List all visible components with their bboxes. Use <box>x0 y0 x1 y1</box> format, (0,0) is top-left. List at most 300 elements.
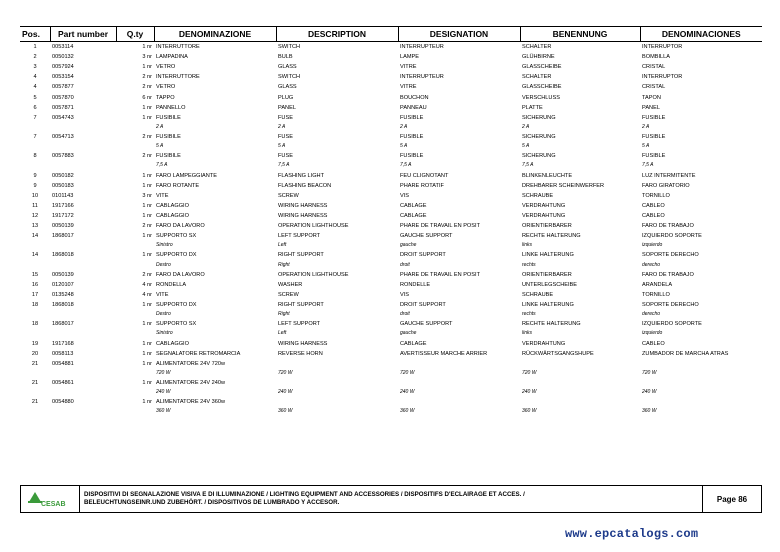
cell-de: RÜCKWÄRTSGANGSHUPE <box>522 350 594 357</box>
cell-pos <box>20 407 50 416</box>
cell-it: ALIMENTATORE 24V 720w <box>156 360 226 367</box>
cell-es: TORNILLO <box>642 291 670 298</box>
cell-it: SEGNALATORE RETROMARCIA <box>156 350 241 357</box>
cell-es: CABLEO <box>642 212 665 219</box>
cell-fr: CABLAGE <box>400 212 427 219</box>
cell-es: derecho <box>642 261 661 268</box>
cell-pos: 9 <box>33 182 37 189</box>
cell-qty: 2 nr <box>142 153 152 160</box>
cell-fr: 2 A <box>400 123 408 130</box>
cell-es: CABLEO <box>642 202 665 209</box>
cell-it: PANNELLO <box>156 104 186 111</box>
cell-part: 0057870 <box>52 94 74 101</box>
cell-fr: DROIT SUPPORT <box>400 301 446 308</box>
table-row <box>20 211 762 221</box>
cell-it: FARO DA LAVORO <box>156 223 205 230</box>
cell-it: VETRO <box>156 84 176 91</box>
cell-it: Sinistro <box>156 330 173 337</box>
section-description <box>80 486 702 512</box>
cell-qty <box>116 329 154 338</box>
cell-qty: 1 nr <box>142 252 152 259</box>
cell-it: CABLAGGIO <box>156 212 189 219</box>
cell-it: Destro <box>156 311 171 318</box>
cell-en: 720 W <box>278 369 293 376</box>
cell-de: 720 W <box>522 369 537 376</box>
cell-es: 7,5 A <box>642 162 654 169</box>
cell-part: 0101143 <box>52 192 74 199</box>
cell-fr: FEU CLIGNOTANT <box>400 172 449 179</box>
cell-qty <box>116 388 154 397</box>
table-subrow <box>20 241 762 250</box>
cell-fr: PHARE DE TRAVAIL EN POSIT <box>400 223 480 230</box>
table-subrow <box>20 142 762 151</box>
cell-it: SUPPORTO SX <box>156 233 197 240</box>
table-row <box>20 72 762 82</box>
cell-pos: 19 <box>31 340 39 347</box>
cell-pos: 14 <box>31 252 39 259</box>
cesab-logo <box>21 486 80 512</box>
cell-de: VERSCHLUSS <box>522 94 560 101</box>
cell-de: BLINKENLEUCHTE <box>522 172 573 179</box>
cell-pos: 12 <box>31 212 39 219</box>
cell-de: links <box>522 242 533 249</box>
cell-it: 2 A <box>156 123 164 130</box>
cell-pos: 17 <box>31 291 39 298</box>
cell-fr: droit <box>400 311 410 318</box>
cell-pos: 1 <box>33 44 37 51</box>
cell-it: FUSIBILE <box>156 133 181 140</box>
table-row <box>20 42 762 53</box>
cell-it: FUSIBILE <box>156 153 181 160</box>
cell-en: LEFT SUPPORT <box>278 321 321 328</box>
cell-de: UNTERLEGSCHEIBE <box>522 281 578 288</box>
cell-en: LEFT SUPPORT <box>278 233 321 240</box>
cell-es: izquierdo <box>642 242 663 249</box>
cell-de <box>520 378 640 388</box>
cell-pos <box>20 161 50 170</box>
cell-pos: 10 <box>31 192 39 199</box>
table-row <box>20 280 762 290</box>
cell-qty <box>116 123 154 132</box>
cell-fr: PANNEAU <box>400 104 427 111</box>
cell-de: SCHALTER <box>522 74 552 81</box>
cell-es: FARO DE TRABAJO <box>642 223 694 230</box>
cell-it: Sinistro <box>156 242 173 249</box>
cell-en: FUSE <box>278 153 293 160</box>
cell-qty: 1 nr <box>142 44 152 51</box>
cell-pos: 6 <box>33 104 37 111</box>
cell-pos: 16 <box>31 281 39 288</box>
cell-part: 1917168 <box>52 340 74 347</box>
cell-es: 2 A <box>642 123 650 130</box>
table-row <box>20 231 762 241</box>
cell-part <box>50 161 116 170</box>
table-row <box>20 52 762 62</box>
cell-pos <box>20 388 50 397</box>
cell-it: Destro <box>156 261 171 268</box>
cell-de: SICHERUNG <box>522 114 556 121</box>
cell-fr: droit <box>400 261 410 268</box>
cell-qty: 1 nr <box>142 301 152 308</box>
cell-es: CABLEO <box>642 340 665 347</box>
table-row <box>20 397 762 407</box>
cell-it: ALIMENTATORE 24V 360w <box>156 399 226 406</box>
cell-de: 7,5 A <box>522 162 534 169</box>
cell-en: OPERATION LIGHTHOUSE <box>278 223 349 230</box>
watermark: www.epcatalogs.com <box>565 527 699 541</box>
cell-part: 1868018 <box>52 252 74 259</box>
cell-fr: GAUCHE SUPPORT <box>400 233 453 240</box>
cell-pos <box>20 142 50 151</box>
cell-part <box>50 388 116 397</box>
cell-de: GLÜHBIRNE <box>522 54 555 61</box>
cell-part: 0054880 <box>52 399 74 406</box>
cell-qty <box>116 241 154 250</box>
cell-part: 0057877 <box>52 84 74 91</box>
cell-qty: 3 nr <box>142 54 152 61</box>
cell-de: links <box>522 330 533 337</box>
cell-de: 240 W <box>522 389 537 396</box>
header-denominaciones: DENOMINACIONES <box>640 27 762 42</box>
table-row <box>20 349 762 359</box>
cell-part <box>50 241 116 250</box>
cell-part <box>50 369 116 378</box>
header-description: DESCRIPTION <box>276 27 398 42</box>
table-row <box>20 290 762 300</box>
cell-qty: 1 nr <box>142 379 152 386</box>
cell-qty: 1 nr <box>142 340 152 347</box>
cell-part: 0054881 <box>52 360 74 367</box>
cell-es <box>640 359 762 369</box>
cell-pos: 8 <box>33 153 37 160</box>
cell-part: 0054713 <box>52 133 74 140</box>
cell-part: 0053114 <box>52 44 74 51</box>
cell-pos <box>20 241 50 250</box>
cell-en: BULB <box>278 54 293 61</box>
cell-pos <box>20 310 50 319</box>
cell-part: 0057924 <box>52 64 74 71</box>
cell-es: INTERRUPTOR <box>642 74 683 81</box>
cell-fr: 5 A <box>400 143 408 150</box>
cell-fr: PHARE ROTATIF <box>400 182 444 189</box>
cell-en: 360 W <box>278 408 293 415</box>
cell-en: 240 W <box>278 389 293 396</box>
cell-es: IZQUIERDO SOPORTE <box>642 233 702 240</box>
cell-es: FUSIBLE <box>642 114 666 121</box>
cell-de: PLATTE <box>522 104 543 111</box>
cell-it: CABLAGGIO <box>156 340 189 347</box>
cell-pos: 11 <box>32 202 38 209</box>
table-row <box>20 338 762 348</box>
table-subrow <box>20 123 762 132</box>
cell-part <box>50 142 116 151</box>
table-row <box>20 378 762 388</box>
cell-en <box>276 397 398 407</box>
cell-en: OPERATION LIGHTHOUSE <box>278 271 349 278</box>
cell-fr: VITRE <box>400 64 417 71</box>
cell-fr: BOUCHON <box>400 94 429 101</box>
cell-pos <box>20 260 50 269</box>
header-denominazione: DENOMINAZIONE <box>154 27 276 42</box>
cell-part <box>50 260 116 269</box>
cell-fr: 7,5 A <box>400 162 412 169</box>
table-row <box>20 62 762 72</box>
cell-es: 5 A <box>642 143 650 150</box>
cell-en <box>276 378 398 388</box>
cell-qty <box>116 369 154 378</box>
cell-fr: AVERTISSEUR MARCHE ARRIER <box>400 350 488 357</box>
cell-es: derecho <box>642 311 661 318</box>
cell-it: 360 W <box>156 408 171 415</box>
cell-en: PANEL <box>278 104 296 111</box>
cell-it: 7,5 A <box>156 162 168 169</box>
cell-part: 0050183 <box>52 182 74 189</box>
cell-es: FUSIBLE <box>642 133 666 140</box>
table-row <box>20 181 762 191</box>
table-row <box>20 113 762 123</box>
cell-es: izquierdo <box>642 330 663 337</box>
cell-de: SCHRAUBE <box>522 192 554 199</box>
table-subrow <box>20 388 762 397</box>
cell-qty: 2 nr <box>142 84 152 91</box>
cell-de: rechts <box>522 261 536 268</box>
cell-de <box>520 397 640 407</box>
cell-qty: 2 nr <box>142 271 152 278</box>
cell-fr: 240 W <box>400 389 415 396</box>
cell-part: 0050139 <box>52 223 74 230</box>
cell-part <box>50 310 116 319</box>
cell-part: 1917172 <box>52 212 74 219</box>
cell-it: INTERRUTTORE <box>156 74 200 81</box>
cell-qty: 2 nr <box>142 74 152 81</box>
cell-fr: 360 W <box>400 408 415 415</box>
cell-part: 1868018 <box>52 301 74 308</box>
cell-en: FUSE <box>278 114 293 121</box>
cell-it: TAPPO <box>156 94 175 101</box>
cell-pos: 9 <box>33 172 37 179</box>
cell-it: FARO DA LAVORO <box>156 271 205 278</box>
cell-en: 2 A <box>278 123 286 130</box>
cell-pos: 3 <box>33 64 37 71</box>
table-subrow <box>20 260 762 269</box>
cell-pos: 7 <box>33 114 37 121</box>
cell-de: LINKE HALTERUNG <box>522 301 574 308</box>
cell-qty: 4 nr <box>142 281 152 288</box>
cell-es: ZUMBADOR DE MARCHA ATRAS <box>642 350 729 357</box>
cell-en: 7,5 A <box>278 162 290 169</box>
cell-en: SWITCH <box>278 74 301 81</box>
cell-en: Right <box>278 261 290 268</box>
cell-it: 720 W <box>156 369 171 376</box>
cesab-logo-text: CESAB <box>41 501 66 508</box>
cell-part: 1868017 <box>52 321 74 328</box>
cell-pos: 4 <box>33 84 37 91</box>
cell-part: 0054861 <box>52 379 74 386</box>
cell-qty: 1 nr <box>142 172 152 179</box>
cell-qty: 2 nr <box>142 223 152 230</box>
table-subrow <box>20 369 762 378</box>
cell-de: VERDRAHTUNG <box>522 212 566 219</box>
cell-it: INTERRUTTORE <box>156 44 200 51</box>
cell-fr: PHARE DE TRAVAIL EN POSIT <box>400 271 480 278</box>
cell-qty: 2 nr <box>142 133 152 140</box>
cell-fr: 720 W <box>400 369 415 376</box>
cell-qty: 1 nr <box>142 104 152 111</box>
section-description-line1: DISPOSITIVI DI SEGNALAZIONE VISIVA E DI ILLUMINAZIONE / LIGHTING EQUIPMENT AND ACCESSORIES / DISPOSITIFS D'ECLAIRAGE ET ACCES. / <box>84 491 525 498</box>
cell-it: ALIMENTATORE 24V 240w <box>156 379 226 386</box>
cell-de: RECHTE HALTERUNG <box>522 321 581 328</box>
cell-es: FARO GIRATORIO <box>642 182 690 189</box>
cell-de: ORIENTIERBARER <box>522 223 572 230</box>
cell-fr: CABLAGE <box>400 202 427 209</box>
table-row <box>20 151 762 161</box>
cell-fr: VITRE <box>400 84 417 91</box>
table-subrow <box>20 407 762 416</box>
cell-de: rechts <box>522 311 536 318</box>
cell-es: SOPORTE DERECHO <box>642 252 699 259</box>
table-row <box>20 201 762 211</box>
cell-en: SCREW <box>278 291 299 298</box>
table-row <box>20 103 762 113</box>
cell-it: SUPPORTO DX <box>156 252 197 259</box>
table-header-row <box>20 27 762 42</box>
cell-qty: 3 nr <box>142 192 152 199</box>
cell-en: Right <box>278 311 290 318</box>
footer-box <box>20 485 762 513</box>
cell-es: CRISTAL <box>642 84 666 91</box>
cell-qty <box>116 142 154 151</box>
cell-en: GLASS <box>278 64 297 71</box>
cell-en: WASHER <box>278 281 303 288</box>
cell-part: 0050132 <box>52 54 74 61</box>
cell-part: 0057883 <box>52 153 74 160</box>
table-row <box>20 191 762 201</box>
cell-es: TAPON <box>642 94 661 101</box>
cell-fr: VIS <box>400 291 410 298</box>
section-description-line2: BELEUCHTUNGSEINR.UND ZUBEHÖRT. / DISPOSITIVOS DE LUMBRADO Y ACCESOR. <box>84 499 340 506</box>
cell-it: VITE <box>156 192 169 199</box>
cell-de: SCHRAUBE <box>522 291 554 298</box>
cell-de: VERDRAHTUNG <box>522 340 566 347</box>
cell-it: RONDELLA <box>156 281 187 288</box>
cell-pos: 5 <box>33 94 37 101</box>
cell-fr: gauche <box>400 242 417 249</box>
cell-es: LUZ INTERMITENTE <box>642 172 696 179</box>
cell-es: ARANDELA <box>642 281 673 288</box>
cell-pos <box>20 329 50 338</box>
table-row <box>20 359 762 369</box>
cell-fr: gauche <box>400 330 417 337</box>
cell-qty: 1 nr <box>142 399 152 406</box>
cell-en: GLASS <box>278 84 297 91</box>
cell-qty: 1 nr <box>142 350 152 357</box>
cell-es: FUSIBLE <box>642 153 666 160</box>
cell-fr: CABLAGE <box>400 340 427 347</box>
cell-part <box>50 329 116 338</box>
cell-it: 5 A <box>156 143 164 150</box>
cell-de: SICHERUNG <box>522 153 556 160</box>
cell-es: FARO DE TRABAJO <box>642 271 694 278</box>
cell-en: SWITCH <box>278 44 301 51</box>
cell-pos: 21 <box>31 399 39 406</box>
cell-en: SCREW <box>278 192 299 199</box>
cell-pos: 14 <box>31 233 39 240</box>
table-row <box>20 82 762 92</box>
cell-pos: 21 <box>31 379 39 386</box>
cell-part: 0050139 <box>52 271 74 278</box>
cell-part <box>50 123 116 132</box>
cell-en: 5 A <box>278 143 286 150</box>
cell-fr: FUSIBLE <box>400 114 424 121</box>
cell-qty: 1 nr <box>142 114 152 121</box>
cell-en: FLASHING BEACON <box>278 182 332 189</box>
table-subrow <box>20 161 762 170</box>
header-part-number: Part number <box>50 27 116 42</box>
cell-part: 0050182 <box>52 172 74 179</box>
cell-part: 1917166 <box>52 202 74 209</box>
cell-es: PANEL <box>642 104 660 111</box>
cell-en: FUSE <box>278 133 293 140</box>
table-row <box>20 132 762 142</box>
cell-fr <box>398 378 520 388</box>
cell-qty <box>116 260 154 269</box>
cell-it: CABLAGGIO <box>156 202 189 209</box>
cell-it: LAMPADINA <box>156 54 188 61</box>
table-row <box>20 300 762 310</box>
cell-pos: 18 <box>31 321 39 328</box>
cell-de: RECHTE HALTERUNG <box>522 233 581 240</box>
cell-en: Left <box>278 242 287 249</box>
cell-it: FUSIBILE <box>156 114 181 121</box>
cell-de: DREHBARER SCHEINWERFER <box>522 182 605 189</box>
cell-de: 2 A <box>522 123 530 130</box>
cell-qty: 4 nr <box>142 291 152 298</box>
header-benennung: BENENNUNG <box>520 27 640 42</box>
cell-de <box>520 359 640 369</box>
cell-es: 240 W <box>642 389 657 396</box>
cell-de: 5 A <box>522 143 530 150</box>
cell-pos: 15 <box>31 271 39 278</box>
cell-es: CRISTAL <box>642 64 666 71</box>
cell-qty <box>116 407 154 416</box>
cell-de: LINKE HALTERUNG <box>522 252 574 259</box>
cell-es: TORNILLO <box>642 192 670 199</box>
table-row <box>20 92 762 102</box>
cell-es: INTERRUPTOR <box>642 44 683 51</box>
cell-qty: 1 nr <box>142 233 152 240</box>
cell-de: 360 W <box>522 408 537 415</box>
cell-en <box>276 359 398 369</box>
cell-es: 720 W <box>642 369 657 376</box>
cell-qty: 1 nr <box>142 182 152 189</box>
cell-part: 0058113 <box>52 350 74 357</box>
cell-en: FLASHING LIGHT <box>278 172 325 179</box>
cell-es: 360 W <box>642 408 657 415</box>
cell-qty: 1 nr <box>142 64 152 71</box>
header-qty: Q.ty <box>116 27 154 42</box>
cell-part: 1868017 <box>52 233 74 240</box>
cell-part: 0120107 <box>52 281 74 288</box>
cell-pos: 4 <box>33 74 37 81</box>
cell-fr: RONDELLE <box>400 281 431 288</box>
cell-it: VITE <box>156 291 169 298</box>
cell-fr: INTERRUPTEUR <box>400 74 444 81</box>
cell-es: BOMBILLA <box>642 54 670 61</box>
cell-fr: FUSIBLE <box>400 133 424 140</box>
table-subrow <box>20 329 762 338</box>
cell-qty <box>116 310 154 319</box>
cell-it: 240 W <box>156 389 171 396</box>
